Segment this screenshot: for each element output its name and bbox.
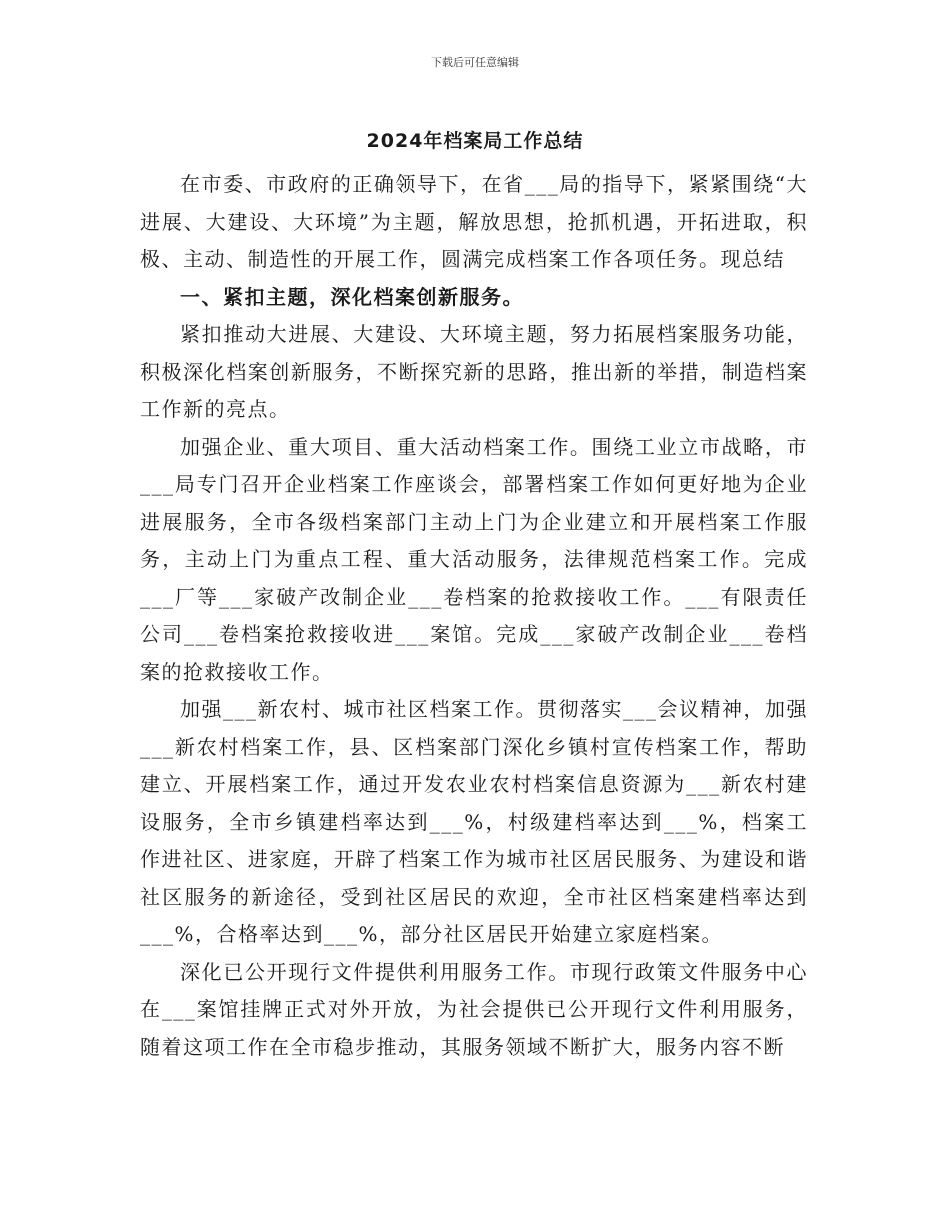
body-paragraph: 加强___新农村、城市社区档案工作。贯彻落实___会议精神，加强___新农村档案工作，县、区档案部门深化乡镇村宣传档案工作，帮助建立、开展档案工作，通过开发农业农村档案信息资源为___新农村建设服务，全市乡镇建档率达到___%，村级建档率达到___%，档案工作进社区、进家庭，开辟了档案工作为城市社区居民服务、为建设和谐社区服务的新途径，受到社区居民的欢迎，全市社区档案建档率达到___%，合格率达到___%，部分社区居民开始建立家庭档案。 [140, 697, 808, 946]
header-note: 下载后可任意编辑 [431, 56, 519, 69]
intro-paragraph: 在市委、市政府的正确领导下，在省___局的指导下，紧紧围绕“大进展、大建设、大环境”为主题，解放思想，抢抓机遇，开拓进取，积极、主动、制造性的开展工作，圆满完成档案工作各项任务。现总结 [140, 172, 808, 271]
body-paragraph: 深化已公开现行文件提供利用服务工作。市现行政策文件服务中心在___案馆挂牌正式对外开放，为社会提供已公开现行文件利用服务，随着这项工作在全市稳步推动，其服务领域不断扩大，服务内容不断 [140, 959, 808, 1059]
body-paragraph: 紧扣推动大进展、大建设、大环境主题，努力拓展档案服务功能，积极深化档案创新服务，不断探究新的思路，推出新的举措，制造档案工作新的亮点。 [140, 322, 808, 421]
document-body [140, 166, 808, 1066]
section-heading: 一、紧扣主题，深化档案创新服务。 [180, 284, 524, 309]
document-title: 2024年档案局工作总结 [366, 130, 584, 152]
body-paragraph: 加强企业、重大项目、重大活动档案工作。围绕工业立市战略，市___局专门召开企业档案工作座谈会，部署档案工作如何更好地为企业进展服务，全市各级档案部门主动上门为企业建立和开展档案工作服务，主动上门为重点工程、重大活动服务，法律规范档案工作。完成___厂等___家破产改制企业___卷档案的抢救接收工作。___有限责任公司___卷档案抢救接收进___案馆。完成___家破产改制企业___卷档案的抢救接收工作。 [140, 434, 808, 684]
